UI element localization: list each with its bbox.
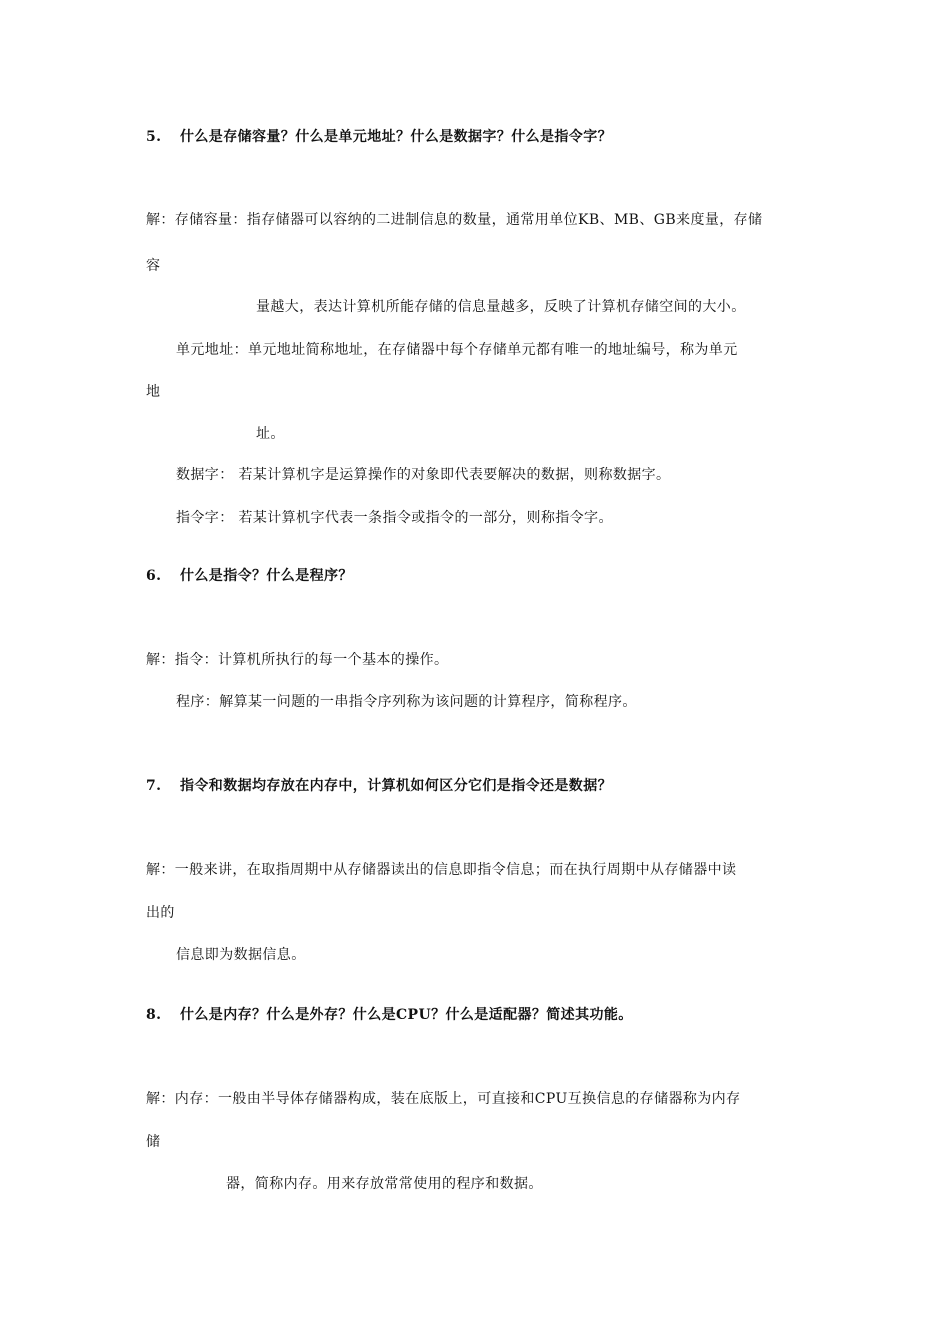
answer-line: 信息即为数据信息。: [176, 947, 306, 963]
answer-line: 容: [146, 258, 161, 274]
question-text: 什么是存储容量？什么是单元地址？什么是数据字？什么是指令字？: [180, 129, 612, 145]
answer-line: 储: [146, 1134, 161, 1150]
answer-line: 解：内存：一般由半导体存储器构成，装在底版上，可直接和CPU互换信息的存储器称为内存: [146, 1091, 741, 1107]
question-7-heading: [146, 776, 612, 796]
question-number: 6.: [146, 568, 162, 584]
answer-line: 单元地址：单元地址简称地址，在存储器中每个存储单元都有唯一的地址编号，称为单元: [176, 342, 738, 358]
answer-line: 出的: [146, 905, 175, 921]
answer-line: 址。: [256, 426, 285, 442]
answer-line: 解：存储容量：指存储器可以容纳的二进制信息的数量，通常用单位KB、MB、GB来度量，存储: [146, 212, 763, 228]
answer-line: 数据字： 若某计算机字是运算操作的对象即代表要解决的数据，则称数据字。: [176, 467, 671, 483]
answer-line: 指令字： 若某计算机字代表一条指令或指令的一部分，则称指令字。: [176, 510, 613, 526]
question-number: 8.: [146, 1007, 162, 1023]
question-number: 7.: [146, 778, 162, 794]
answer-line: 地: [146, 384, 161, 400]
question-number: 5.: [146, 129, 162, 145]
question-text: 什么是指令？什么是程序？: [180, 568, 353, 584]
question-text: 指令和数据均存放在内存中，计算机如何区分它们是指令还是数据？: [180, 778, 612, 794]
answer-line: 程序：解算某一问题的一串指令序列称为该问题的计算程序，简称程序。: [176, 694, 637, 710]
answer-line: 解：指令：计算机所执行的每一个基本的操作。: [146, 652, 449, 668]
question-5-heading: [146, 127, 612, 147]
answer-line: 解：一般来讲，在取指周期中从存储器读出的信息即指令信息；而在执行周期中从存储器中读: [146, 862, 737, 878]
question-text: 什么是内存？什么是外存？什么是CPU？什么是适配器？简述其功能。: [180, 1007, 633, 1023]
answer-line: 器，简称内存。用来存放常常使用的程序和数据。: [226, 1176, 543, 1192]
question-6-heading: [146, 566, 353, 586]
question-8-heading: [146, 1005, 633, 1025]
answer-line: 量越大，表达计算机所能存储的信息量越多，反映了计算机存储空间的大小。: [256, 299, 746, 315]
